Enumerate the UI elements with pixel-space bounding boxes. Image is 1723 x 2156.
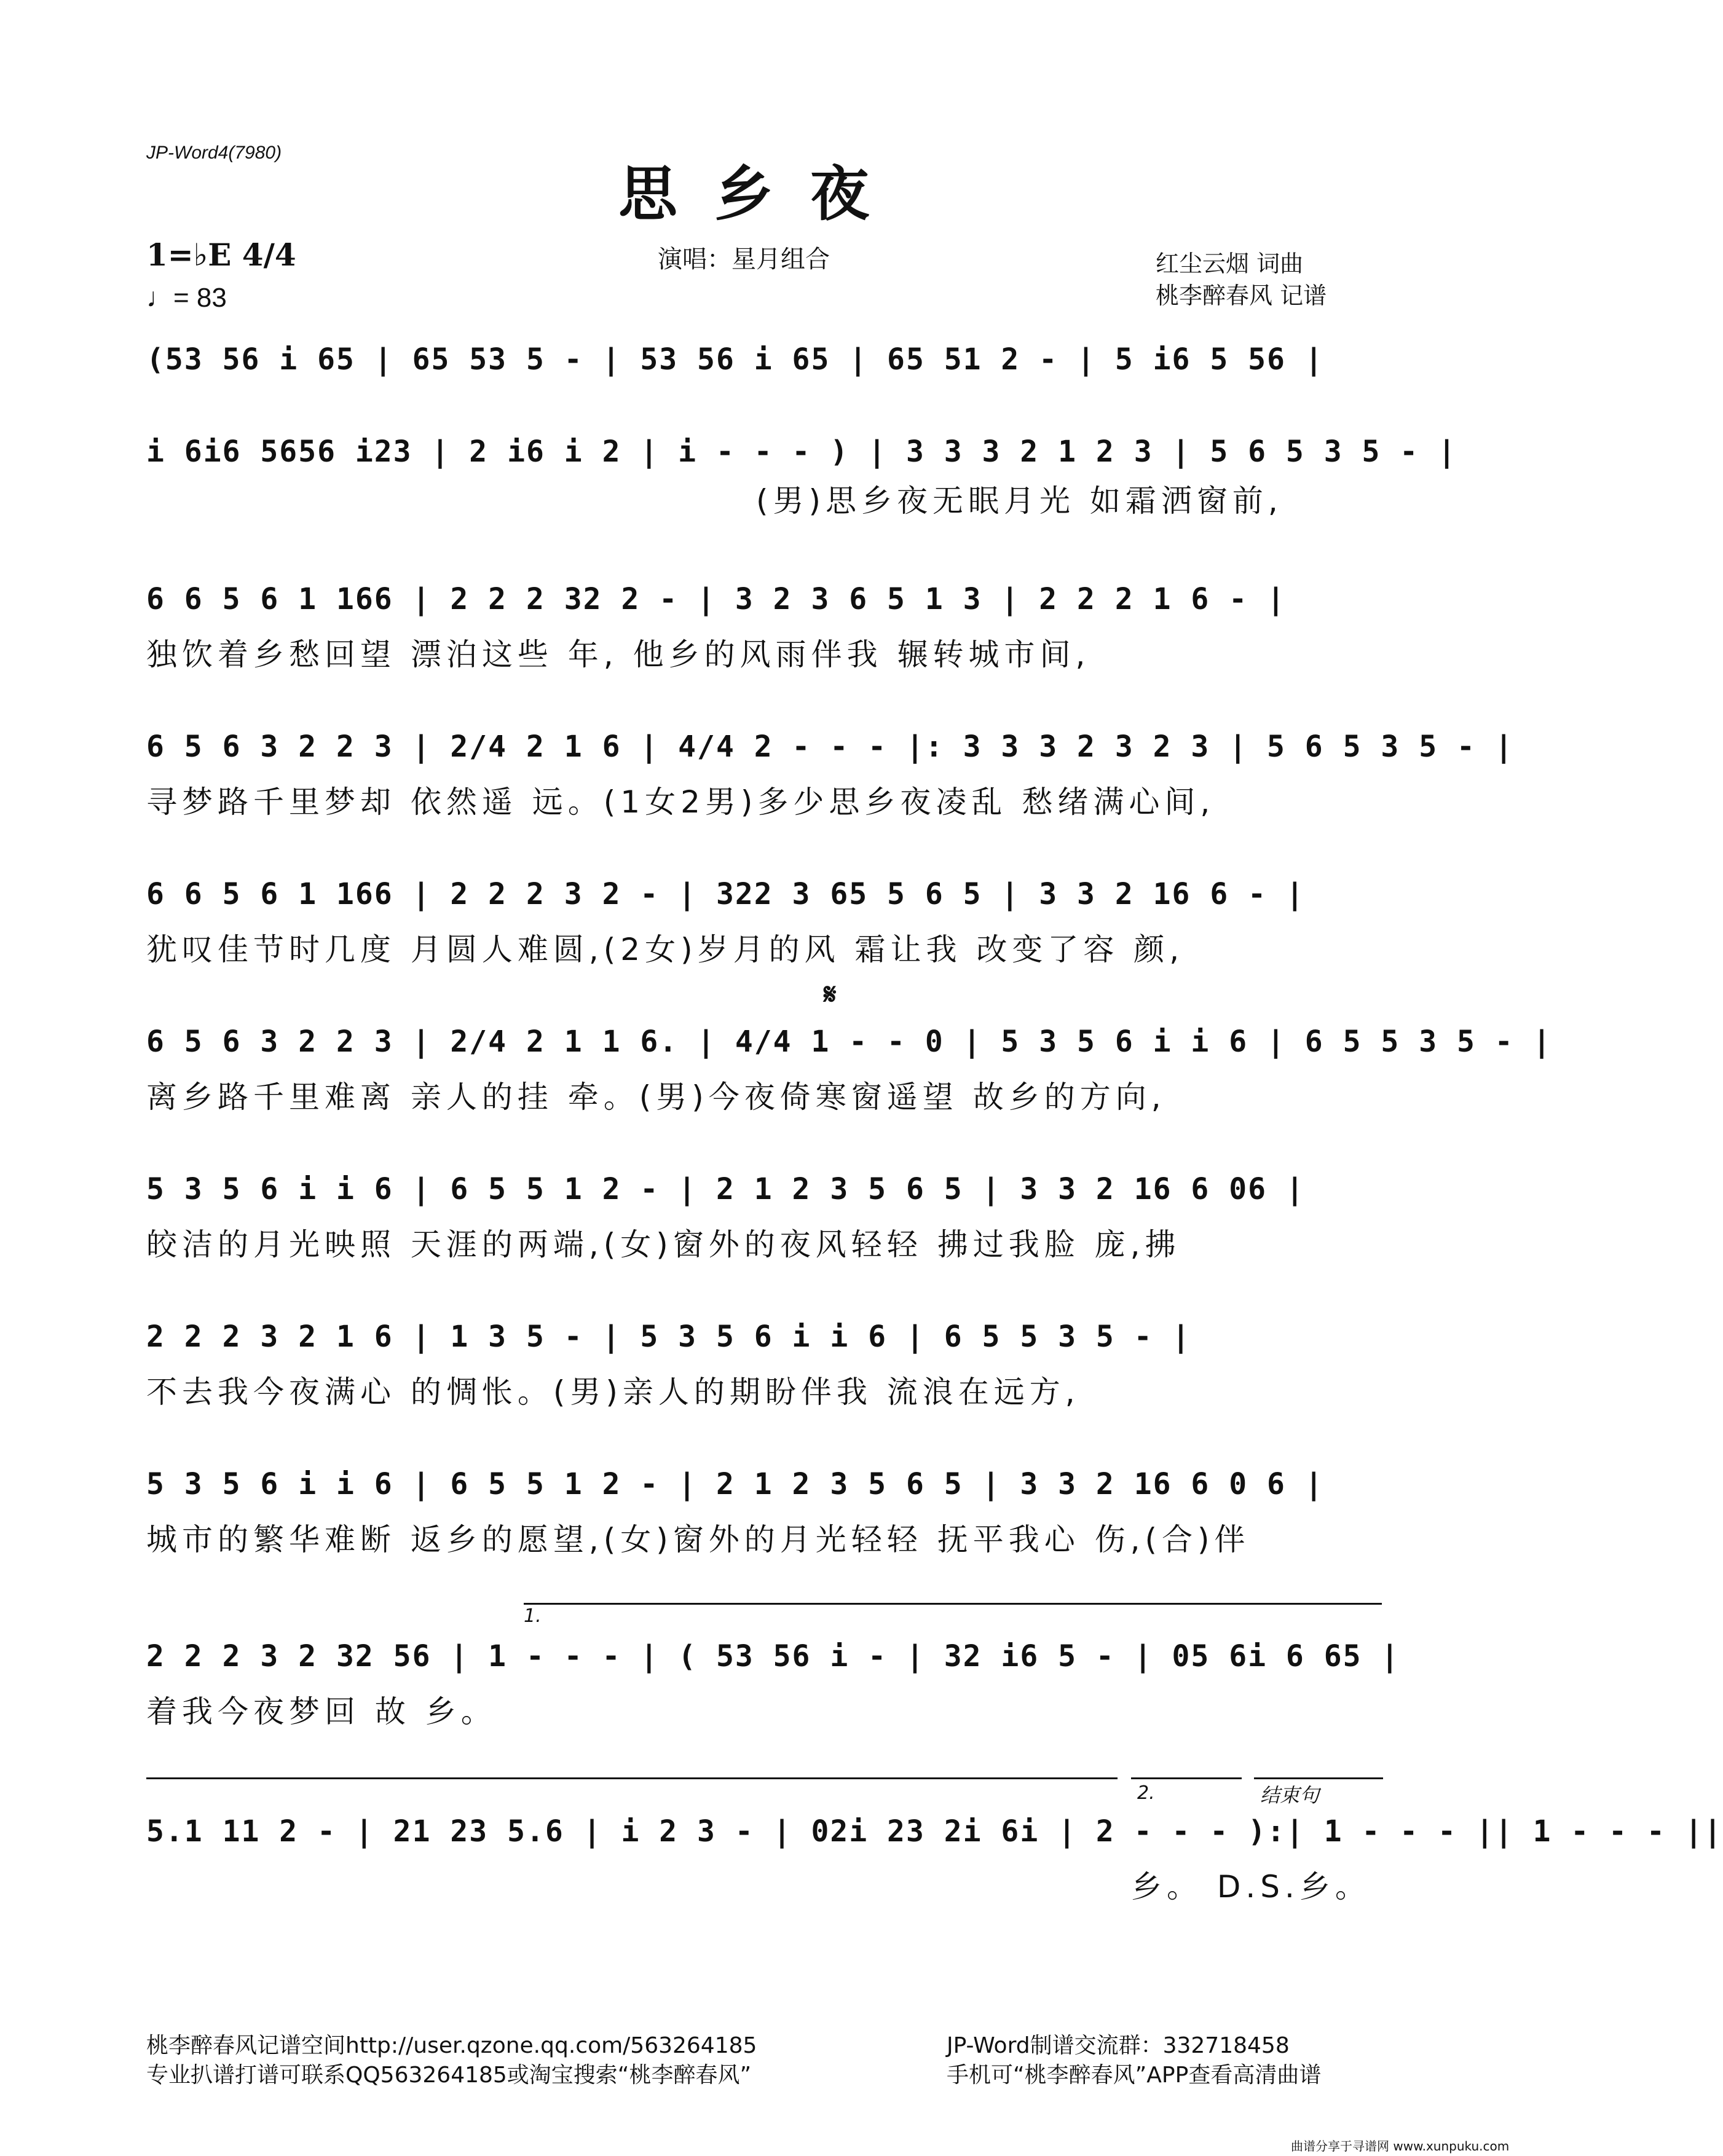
score-line-7: 5 3 5 6 i i 6 | 6 5 5 1 2 - | 2 1 2 3 5 6 5 | 3 3 2 16 6 06 |: [146, 1172, 1305, 1206]
lyric-line-5: 犹叹佳节时几度 月圆人难圆,(2女)岁月的风 霜让我 改变了容 颜,: [146, 932, 1185, 967]
lyric-line-2: (男)思乡夜无眠月光 如霜洒窗前,: [756, 483, 1283, 519]
tempo-marking: ♩= 83: [146, 283, 227, 313]
volta-1-bracket: [524, 1603, 1382, 1605]
lyric-line-10: 着我今夜梦回 故 乡。: [146, 1694, 497, 1729]
song-title: 思乡夜: [618, 159, 906, 229]
lyric-line-4: 寻梦路千里梦却 依然遥 远。(1女2男)多少思乡夜凌乱 愁绪满心间,: [146, 784, 1215, 820]
score-line-11: 5.1 11 2 - | 21 23 5.6 | i 2 3 - | 02i 23 2i 6i | 2 - - - ):| 1 - - - || 1 - - - ||: [146, 1814, 1723, 1849]
segno-sign: 𝄋: [824, 977, 837, 1012]
lyric-line-7: 皎洁的月光映照 天涯的两端,(女)窗外的夜风轻轻 拂过我脸 庞,拂: [146, 1227, 1181, 1262]
score-line-10: 2 2 2 3 2 32 56 | 1 - - - | ( 53 56 i - | 32 i6 5 - | 05 6i 6 65 |: [146, 1639, 1400, 1674]
volta-2-label: 2.: [1137, 1782, 1155, 1804]
score-line-1: (53 56 i 65 | 65 53 5 - | 53 56 i 65 | 65 51 2 - | 5 i6 5 56 |: [146, 342, 1324, 377]
volta-1-continuation: [146, 1777, 1118, 1779]
watermark: 曲谱分享于寻谱网 www.xunpuku.com: [1291, 2139, 1510, 2154]
transcriber-credit: 桃李醉春风 记谱: [1156, 282, 1327, 309]
lyric-line-11: 乡。 D.S.乡。: [1131, 1869, 1371, 1905]
score-line-9: 5 3 5 6 i i 6 | 6 5 5 1 2 - | 2 1 2 3 5 6 5 | 3 3 2 16 6 0 6 |: [146, 1467, 1324, 1501]
footer-right-1: JP-Word制谱交流群：332718458: [947, 2033, 1290, 2058]
score-line-4: 6 5 6 3 2 2 3 | 2/4 2 1 6 | 4/4 2 - - - |: 3 3 3 2 3 2 3 | 5 6 5 3 5 - |: [146, 730, 1514, 764]
volta-1-label: 1.: [524, 1605, 542, 1627]
footer-left-1: 桃李醉春风记谱空间http://user.qzone.qq.com/563264185: [146, 2033, 757, 2058]
footer-left-2: 专业扒谱打谱可联系QQ563264185或淘宝搜索“桃李醉春风”: [146, 2063, 752, 2088]
ending-label: 结束句: [1260, 1784, 1320, 1807]
software-label: JP-Word4(7980): [146, 143, 282, 163]
singer-credit: 演唱：星月组合: [658, 245, 830, 273]
lyric-line-9: 城市的繁华难断 返乡的愿望,(女)窗外的月光轻轻 抚平我心 伤,(合)伴: [146, 1522, 1250, 1557]
score-line-6: 6 5 6 3 2 2 3 | 2/4 2 1 1 6. | 4/4 1 - - 0 | 5 3 5 6 i i 6 | 6 5 5 3 5 - |: [146, 1025, 1552, 1059]
score-line-8: 2 2 2 3 2 1 6 | 1 3 5 - | 5 3 5 6 i i 6 | 6 5 5 3 5 - |: [146, 1320, 1191, 1354]
score-line-2: i 6i6 5656 i23 | 2 i6 i 2 | i - - - ) | 3 3 3 2 1 2 3 | 5 6 5 3 5 - |: [146, 435, 1457, 469]
lyric-line-3: 独饮着乡愁回望 漂泊这些 年, 他乡的风雨伴我 辗转城市间,: [146, 637, 1090, 672]
score-line-5: 6 6 5 6 1 166 | 2 2 2 3 2 - | 322 3 65 5 6 5 | 3 3 2 16 6 - |: [146, 877, 1305, 911]
score-line-3: 6 6 5 6 1 166 | 2 2 2 32 2 - | 3 2 3 6 5 1 3 | 2 2 2 1 6 - |: [146, 582, 1286, 616]
composer-credit: 红尘云烟 词曲: [1156, 250, 1304, 277]
volta-2-bracket: [1131, 1777, 1242, 1779]
lyric-line-6: 离乡路千里难离 亲人的挂 牵。(男)今夜倚寒窗遥望 故乡的方向,: [146, 1079, 1166, 1115]
key-signature: 1=♭E 4/4: [146, 237, 296, 273]
footer-right-2: 手机可“桃李醉春风”APP查看高清曲谱: [947, 2063, 1322, 2088]
lyric-line-8: 不去我今夜满心 的惆怅。(男)亲人的期盼伴我 流浪在远方,: [146, 1374, 1080, 1410]
ending-bracket: [1254, 1777, 1383, 1779]
